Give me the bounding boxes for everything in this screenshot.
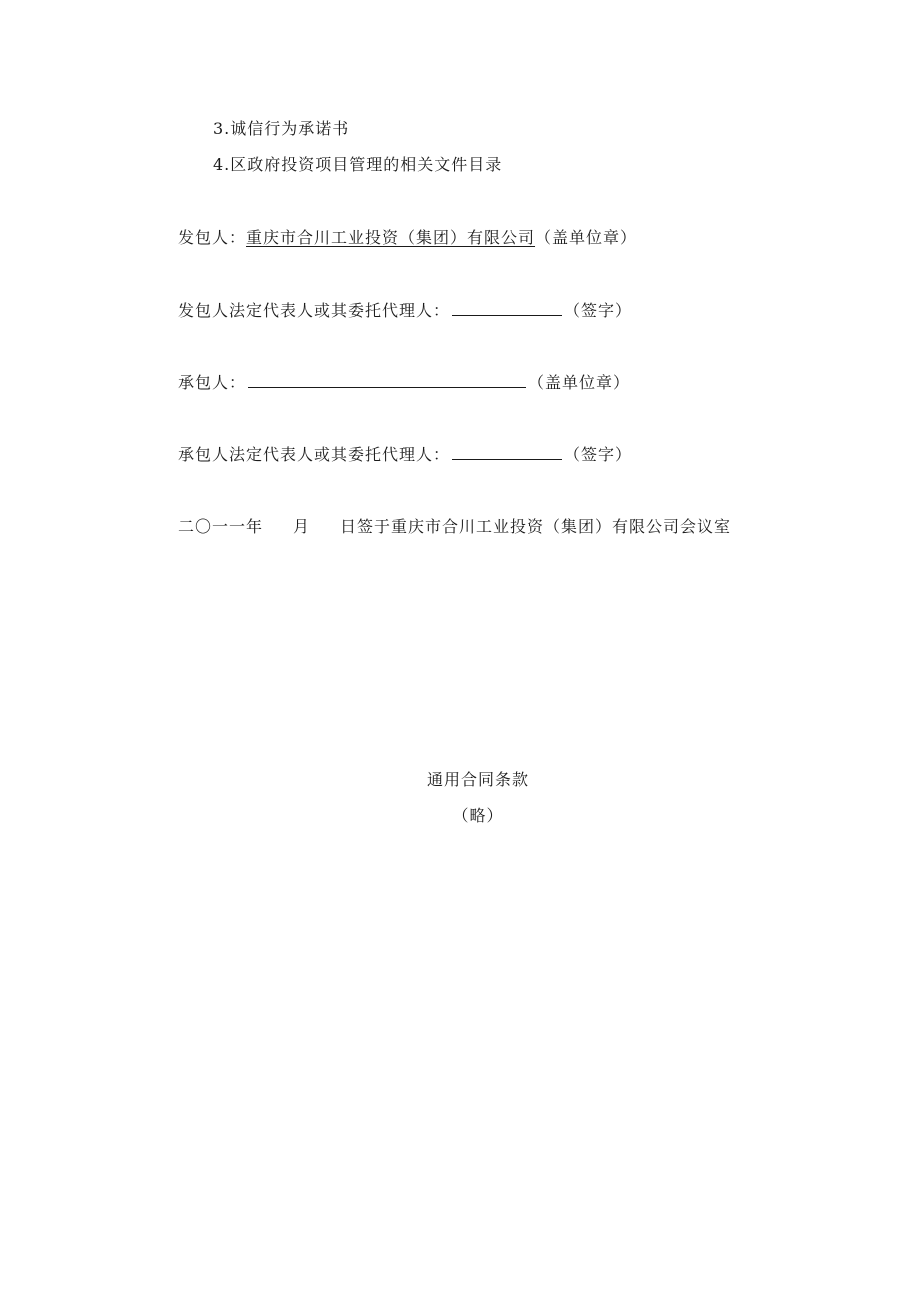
signing-year: 二〇一一年	[178, 517, 264, 536]
contractor-signature-line	[178, 372, 630, 393]
employer-rep-signature-blank	[452, 300, 562, 316]
employer-representative-line	[178, 300, 632, 321]
contractor-representative-line	[178, 444, 632, 465]
contractor-rep-sign-note: （签字）	[564, 445, 633, 464]
general-terms-title: 通用合同条款	[426, 770, 529, 789]
contractor-rep-label: 承包人法定代表人或其委托代理人：	[178, 445, 451, 464]
signing-date-line	[178, 517, 731, 537]
signing-month: 月	[293, 517, 311, 536]
attachment-item-4: 4.区政府投资项目管理的相关文件目录	[213, 155, 503, 174]
employer-name: 重庆市合川工业投资（集团）有限公司	[246, 228, 536, 247]
contractor-label: 承包人：	[178, 373, 247, 392]
employer-rep-label: 发包人法定代表人或其委托代理人：	[178, 301, 451, 320]
general-terms-note: （略）	[452, 806, 504, 825]
contractor-name-blank	[248, 372, 526, 388]
employer-seal-note: （盖单位章）	[535, 228, 638, 247]
signing-day-and-place: 日签于重庆市合川工业投资（集团）有限公司会议室	[340, 517, 732, 536]
contractor-rep-signature-blank	[452, 444, 562, 460]
employer-signature-line	[178, 228, 637, 248]
attachment-item-3: 3.诚信行为承诺书	[213, 119, 350, 138]
employer-rep-sign-note: （签字）	[564, 301, 633, 320]
employer-label: 发包人：	[178, 228, 247, 247]
contractor-seal-note: （盖单位章）	[528, 373, 631, 392]
